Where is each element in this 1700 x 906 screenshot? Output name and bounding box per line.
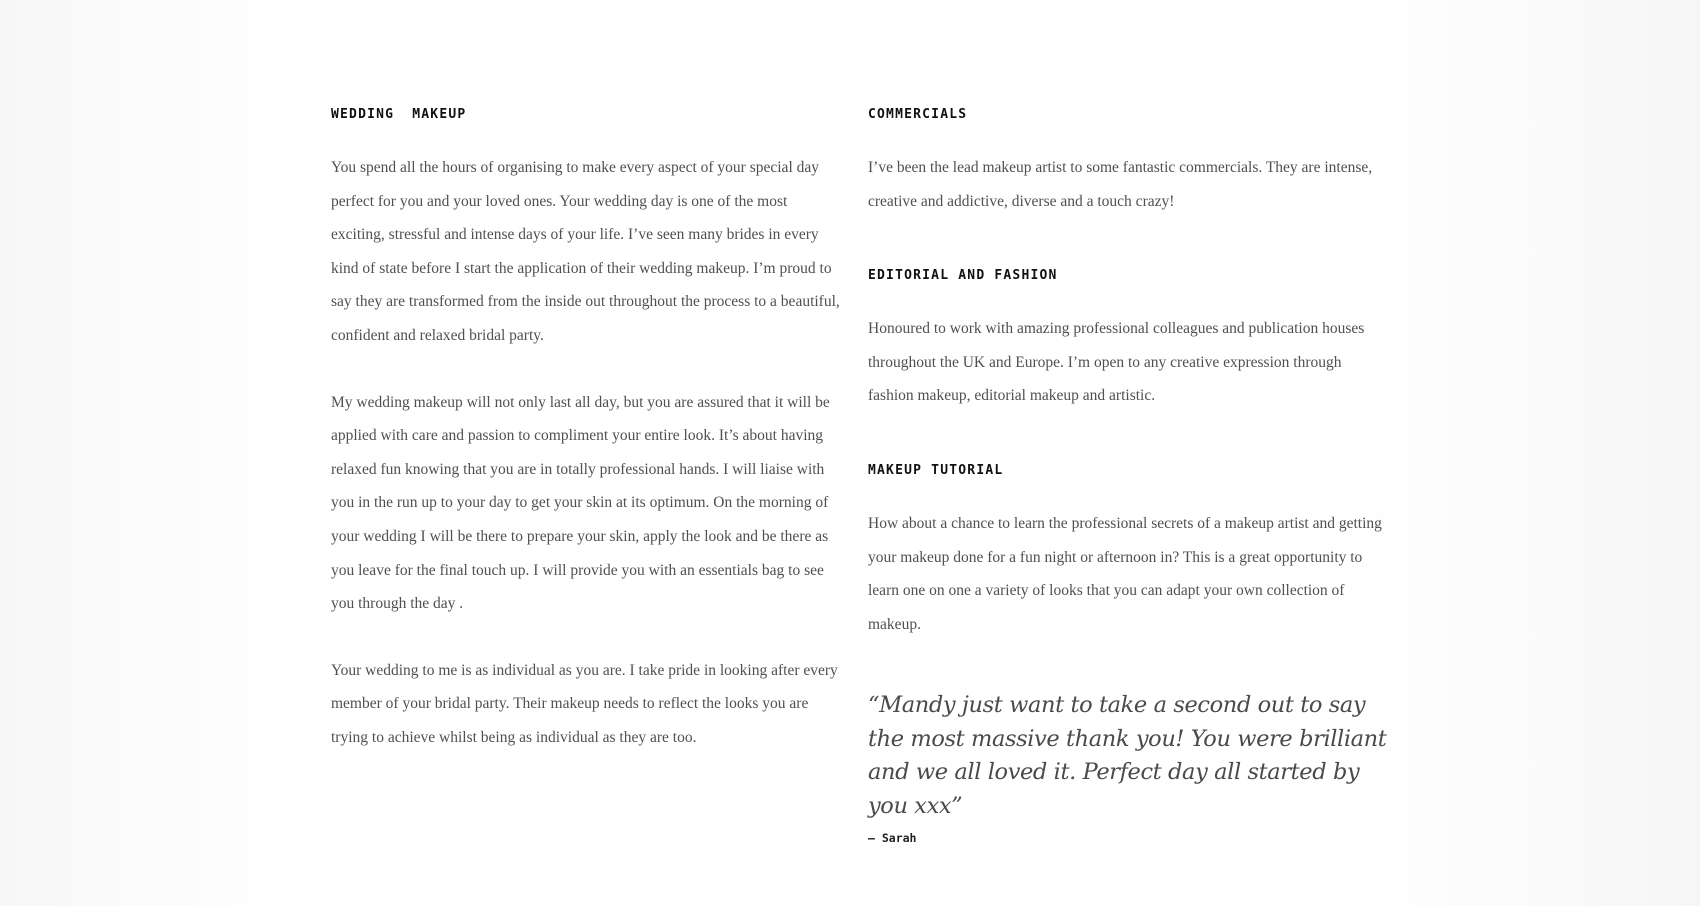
tutorial-text: How about a chance to learn the professional secrets of a makeup artist and getting your makeup done for a fun night or afternoon in? This is a great opportunity to learn one on one a variety of looks that you can adapt your own collection of makeup.	[868, 514, 1382, 633]
editorial-heading: EDITORIAL AND FASHION	[868, 268, 1058, 284]
wedding-paragraph-2: My wedding makeup will not only last all day, but you are assured that it will be applied with care and passion to compliment your entire look. It’s about having relaxed fun knowing that you are in totally professional hands. I will liaise with you in the run up to your day to get your skin at its optimum. On the morning of your wedding I will be there to prepare your skin, apply the look and be there as you leave for the final touch up. I will provide you with an essentials bag to see you through the day .	[331, 393, 830, 613]
editorial-text: Honoured to work with amazing professional colleagues and publication houses throughout the UK and Europe. I’m open to any creative expression through fashion makeup, editorial makeup and artistic.	[868, 320, 1365, 405]
tutorial-heading: MAKEUP TUTORIAL	[868, 462, 1004, 478]
background-right	[1340, 0, 1700, 906]
wedding-paragraph-3: Your wedding to me is as individual as you are. I take pride in looking after every member of your bridal party. Their makeup needs to reflect the looks you are trying to achieve whilst being as individual as they are too.	[331, 661, 838, 746]
testimonial-quote: “Mandy just want to take a second out to say the most massive thank you! You were brilliant and we all loved it. Perfect day all started by you xxx”	[868, 692, 1387, 819]
wedding-makeup-section	[331, 105, 841, 755]
background-left	[0, 0, 330, 906]
commercials-heading: COMMERCIALS	[868, 107, 968, 122]
testimonial	[868, 689, 1388, 845]
commercials-text: I’ve been the lead makeup artist to some fantastic commercials. They are intense, creative and addictive, diverse and a touch crazy!	[868, 159, 1373, 210]
testimonial-author: — Sarah	[868, 831, 917, 846]
wedding-paragraph-1: You spend all the hours of organising to make every aspect of your special day perfect for you and your loved ones. Your wedding day is one of the most exciting, stressful and intense days of your life. I’ve seen many brides in every kind of state before I start the application of their wedding makeup. I’m proud to say they are transformed from the inside out throughout the process to a beautiful, confident and relaxed bridal party.	[331, 159, 840, 344]
services-section	[868, 105, 1388, 845]
wedding-makeup-heading: WEDDING MAKEUP	[331, 107, 467, 122]
